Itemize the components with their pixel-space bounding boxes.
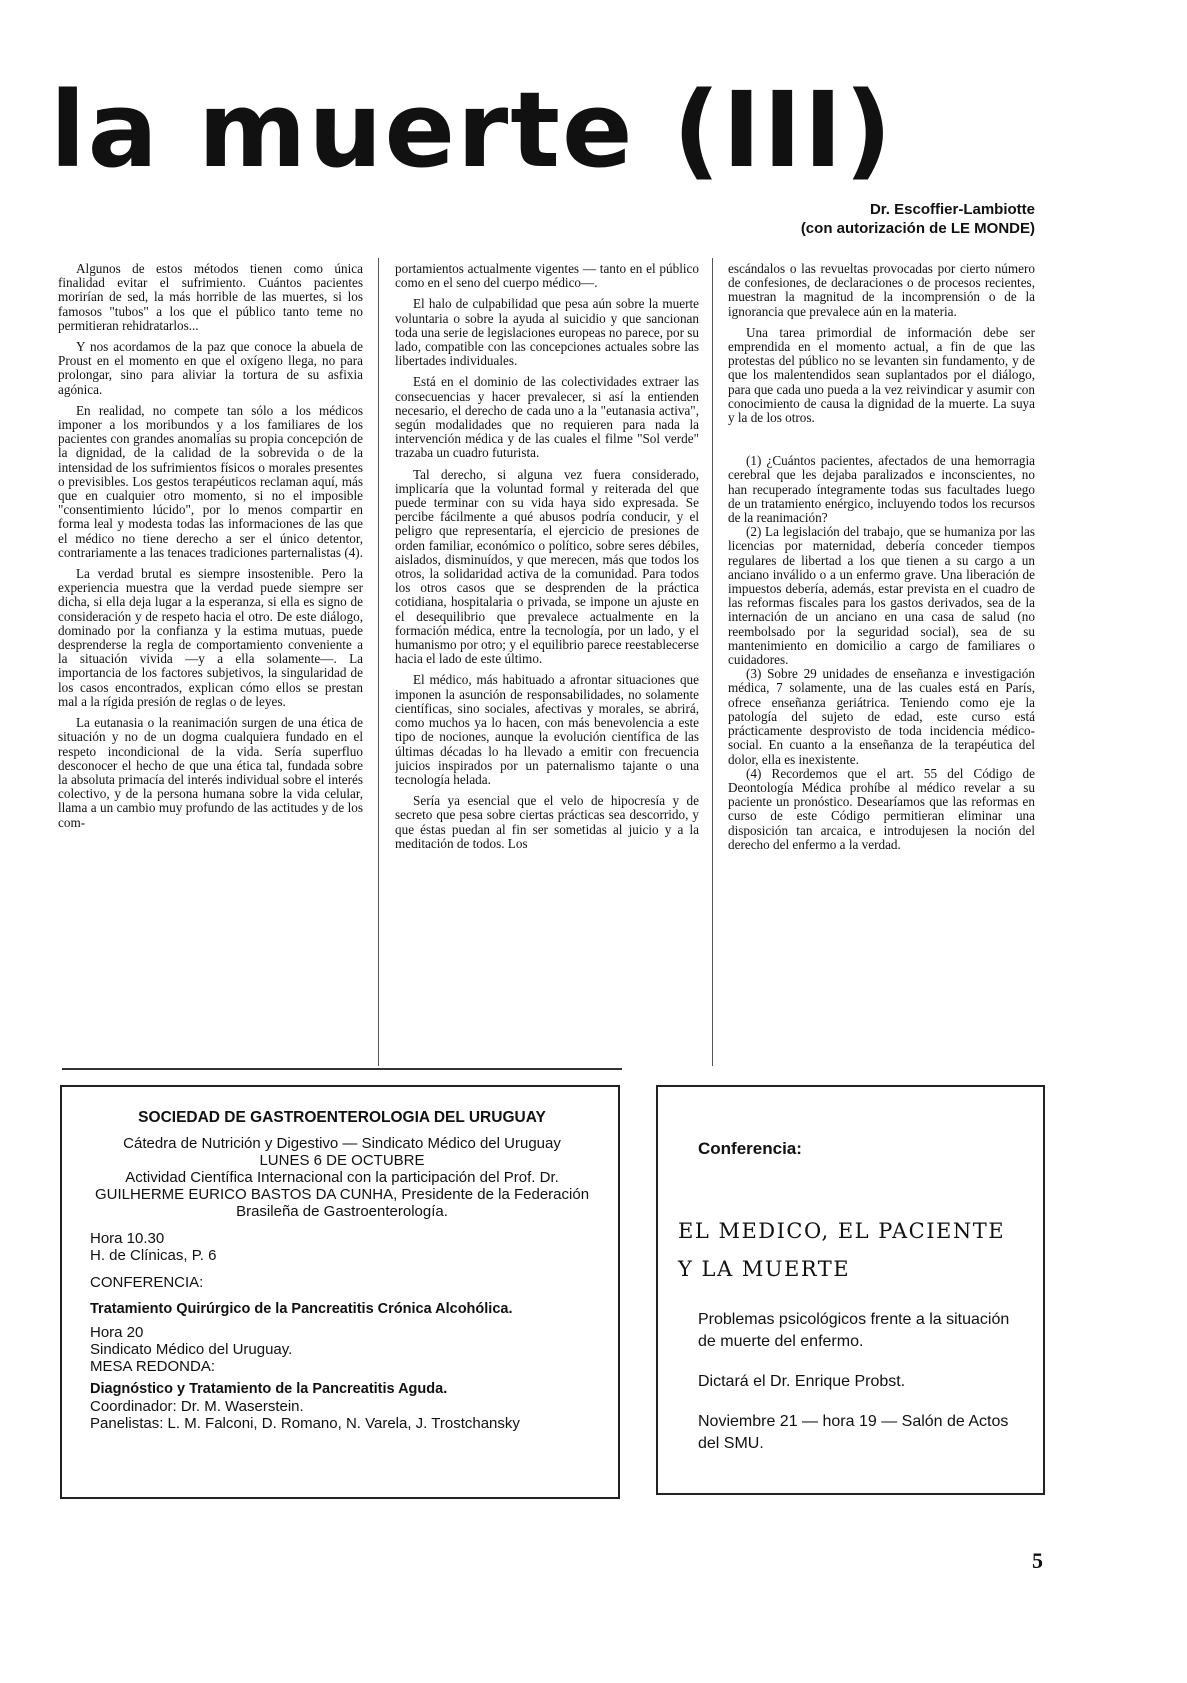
round-table-label: MESA REDONDA: xyxy=(90,1358,216,1375)
paragraph: Y nos acordamos de la paz que conoce la abuela de Proust en el momento en que el oxígeno llega, no para prolongar, sino para aliviar la tortura de su asfixia agónica. xyxy=(58,339,363,397)
announcement-time-1: Hora 10.30 xyxy=(90,1230,165,1247)
paragraph: El médico, más habituado a afrontar situaciones que imponen la asunción de responsabilidades, no solamente científicas, sino sociales, afectivas y morales, se abrirá, como muchos ya lo hacen, con más benevolencia a este tipo de nociones, aunque la evolución científica de las últimas décadas lo ha llevado a emitir con frecuencia juicios inspirados por un paternalismo tajante o una tecnología helada. xyxy=(395,672,699,787)
announcement-place-1: H. de Clínicas, P. 6 xyxy=(90,1247,217,1264)
paragraph: Una tarea primordial de información debe ser emprendida en el momento actual, a fin de que las protestas del público no se levanten sin fundamento, y de que los malentendidos sean suplantados por el diálogo, para que cada uno pueda a la vez reivindicar y asumir con conocimiento de causa la dignidad de la muerte. La suya y la de los otros. xyxy=(728,324,1035,426)
conference-speaker: Dictará el Dr. Enrique Probst. xyxy=(698,1373,906,1390)
article-column-1 xyxy=(58,262,363,1062)
article-column-2 xyxy=(395,262,699,1062)
footnote: (2) La legislación del trabajo, que se humaniza por las licencias por maternidad, debería conceder tiempos regulares de libertad a los que tienen a su cargo a un anciano inválido o a un enfermo grave. Una liberación de impuestos debería, además, estar prevista en el cuadro de las reformas fiscales para los gastos derivados, sea de la internación de un anciano en una casa de salud (no reembolsado por la seguridad social), sea de su mantenimiento en domicilio a cargo de familiares o cuidadores. xyxy=(728,524,1035,668)
byline-author: Dr. Escoffier-Lambiotte xyxy=(869,201,1035,218)
footnote: (3) Sobre 29 unidades de enseñanza e investigación médica, 7 solamente, una de las cuales está en París, ofrece enseñanza geriátrica. Teniendo como eje la patología del sujeto de edad, este curso está prácticamente desprovisto de toda incidencia médico-social. En cuanto a la enseñanza de la terapéutica del dolor, ella es inexistente. xyxy=(728,666,1035,767)
paragraph: Algunos de estos métodos tienen como única finalidad evitar el sufrimiento. Cuántos pacientes morirían de sed, la más horrible de las muertes, si los famosos "tubos" a los que el público tanto teme no permitieran rehidratarlos... xyxy=(58,262,363,333)
announcement-activity: Actividad Científica Internacional con la participación del Prof. Dr. GUILHERME EURICO BASTOS DA CUNHA, Presidente de la Federación Brasileña de Gastroenterología. xyxy=(94,1169,590,1220)
footnote: (1) ¿Cuántos pacientes, afectados de una hemorragia cerebral que les dejaba paralizados e inconscientes, no han recuperado íntegramente todas sus facultades luego de un tratamiento enérgico, incluyendo todos los recursos de la reanimación? xyxy=(728,453,1035,526)
article-title: la muerte (III) xyxy=(50,69,894,191)
announcement-date: LUNES 6 DE OCTUBRE xyxy=(259,1152,425,1169)
conference-label: Conferencia: xyxy=(698,1139,802,1158)
announcement-place-2: Sindicato Médico del Uruguay. xyxy=(90,1341,293,1358)
byline-source: (con autorización de LE MONDE) xyxy=(800,220,1035,237)
round-table-title: Diagnóstico y Tratamiento de la Pancreatitis Aguda. xyxy=(90,1381,448,1397)
footnote: (4) Recordemos que el art. 55 del Código de Deontología Médica prohíbe al médico revelar a su paciente un pronóstico. Desearíamos que las reformas en curso de este Código permitieran eliminar una disposición tan arcaica, e introdujesen la noción del derecho del enfermo a la verdad. xyxy=(728,765,1035,852)
conference-description: Problemas psicológicos frente a la situación de muerte del enfermo. xyxy=(698,1311,1010,1350)
announcement-organizers: Cátedra de Nutrición y Digestivo — Sindicato Médico del Uruguay xyxy=(123,1135,561,1152)
smu-conference-announcement xyxy=(656,1085,1045,1495)
conference-title-line: Y LA MUERTE xyxy=(678,1257,851,1281)
column-divider xyxy=(378,258,379,1066)
page-number: 5 xyxy=(1032,1548,1043,1573)
conference-title xyxy=(678,1212,1018,1288)
paragraph: Tal derecho, si alguna vez fuera considerado, implicaría que la voluntad formal y reiterada del que puede terminar con su vida haya sido expresada. Se percibe fácilmente a qué abusos podría conducir, y el peligro que representaría, el ejercicio de presiones de orden familiar, económico o político, sobre seres débiles, aislados, disminuídos, y que merecen, más que todos los otros, la solidaridad activa de la comunidad. Para todos los otros casos que se desprenden de la práctica cotidiana, hospitalaria o privada, se impone un ajuste en el desequilibrio que prevalece actualmente en la formación médica, entre la tecnología, por un lado, y el humanismo por otro; y el equilibrio parece reestablecerse hacia el lado de este último. xyxy=(395,466,699,667)
section-divider xyxy=(62,1068,622,1070)
conference-details xyxy=(698,1309,1018,1473)
gastro-society-announcement xyxy=(60,1085,620,1499)
conference-schedule: Noviembre 21 — hora 19 — Salón de Actos del SMU. xyxy=(698,1413,1009,1452)
round-table-coordinator: Coordinador: Dr. M. Waserstein. xyxy=(90,1398,304,1415)
paragraph: El halo de culpabilidad que pesa aún sobre la muerte voluntaria o sobre la ayuda al suicidio y que sancionan toda una serie de legislaciones europeas no parece, por su lado, compatible con las concepciones actuales sobre las libertades individuales. xyxy=(395,296,699,369)
paragraph: portamientos actualmente vigentes — tanto en el público como en el seno del cuerpo médico—. xyxy=(395,262,699,291)
byline xyxy=(801,200,1035,238)
paragraph: La eutanasia o la reanimación surgen de una ética de situación y no de un dogma cualquiera fundado en el respeto incondicional de la vida. Sería superfluo desconocer el hecho de que una ética tal, fundada sobre la absoluta primacía del interés individual sobre el interés colectivo, y de la persona humana sobre la vida celular, llama a un cambio muy profundo de las actitudes y de los com- xyxy=(58,715,363,830)
paragraph: Está en el dominio de las colectividades extraer las consecuencias y hacer prevalecer, si así la entienden necesario, el derecho de cada uno a la "eutanasia activa", según modalidades que no requieren para nada la intervención médica y de las cuales el filme "Sol verde" trazaba un cuadro futurista. xyxy=(395,374,699,461)
paragraph: Sería ya esencial que el velo de hipocresía y de secreto que pesa sobre ciertas prácticas sea descorrido, y que éstas puedan al fin ser sometidas al juicio y a la meditación de todos. Los xyxy=(395,793,699,851)
conference-title: Tratamiento Quirúrgico de la Pancreatitis Crónica Alcohólica. xyxy=(90,1301,513,1317)
article-column-3 xyxy=(728,262,1035,1062)
announcement-title: SOCIEDAD DE GASTROENTEROLOGIA DEL URUGUAY xyxy=(138,1109,546,1126)
conference-label: CONFERENCIA: xyxy=(90,1274,204,1291)
paragraph: La verdad brutal es siempre insostenible. Pero la experiencia muestra que la verdad puede siempre ser dicha, si ella deja lugar a la esperanza, si ella es signo de consideración y de respeto hacia el otro. De este diálogo, dominado por la confianza y la estima mutuas, puede desprenderse la regla de comportamiento conveniente a la situación vivida —y a ella solamente—. La importancia de los factores subjetivos, la singularidad de los casos encontrados, explican cómo ellos se prestan mal a la rígida presión de reglas o de leyes. xyxy=(58,566,363,709)
round-table-panelists: Panelistas: L. M. Falconi, D. Romano, N. Varela, J. Trostchansky xyxy=(90,1415,520,1432)
paragraph: escándalos o las revueltas provocadas por cierto número de confesiones, de declaraciones o de procesos recientes, muestran la magnitud de la incomprensión o de la ignorancia que prevalece aún en la materia. xyxy=(728,262,1035,319)
announcement-time-2: Hora 20 xyxy=(90,1324,144,1341)
paragraph: En realidad, no compete tan sólo a los médicos imponer a los moribundos y a los familiares de los pacientes con grandes anomalías su propia concepción de la dignidad, de la calidad de la sobrevida o de la intensidad de los sufrimientos físicos o morales presentes o previsibles. Los gestos terapéuticos reclaman aquí, más que en cualquier otro momento, si no el imposible "consentimiento lúcido", por lo menos compartir en forma leal y modesta todas las informaciones de las que el médico no tiene derecho a ser el único detentor, contrariamente a las tenaces tradiciones parternalistas (4). xyxy=(58,402,363,560)
column-divider xyxy=(712,258,713,1066)
conference-title-line: EL MEDICO, EL PACIENTE xyxy=(678,1219,1006,1243)
